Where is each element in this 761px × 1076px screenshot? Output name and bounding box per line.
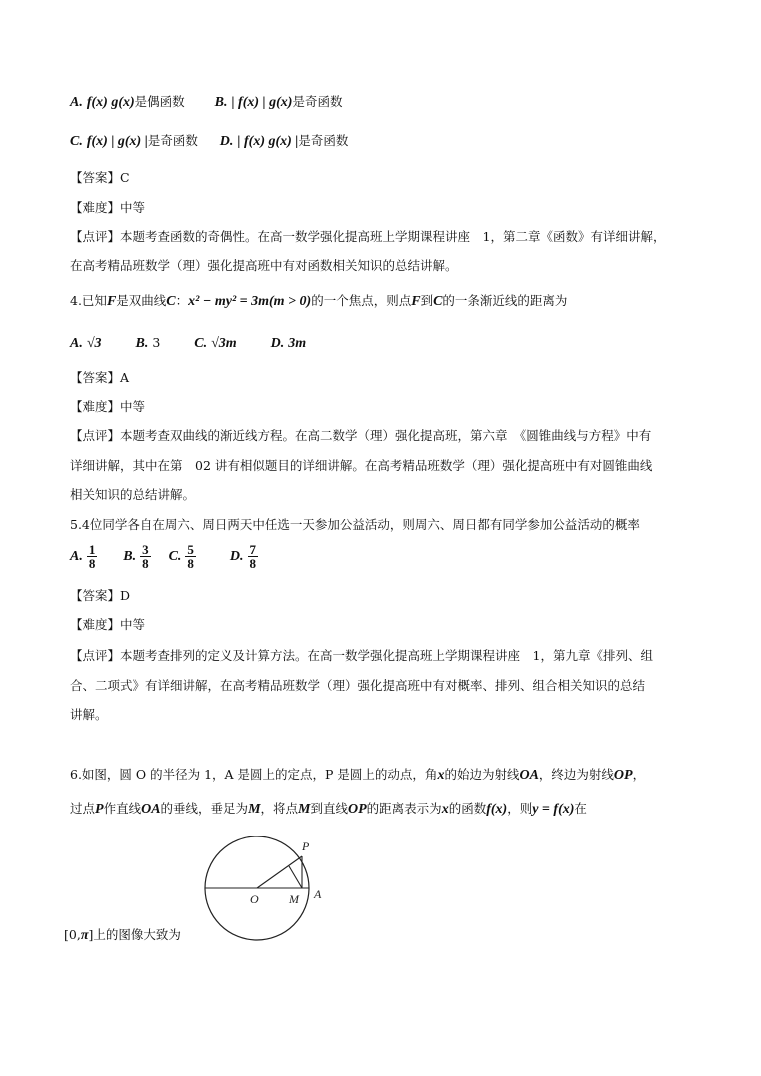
q4-stem-mid2: 的一个焦点，则点 [311, 293, 412, 308]
q6-var-x: x [437, 768, 445, 783]
q4-var-c2: C [433, 294, 443, 309]
q3-option-c-label: C. [70, 134, 83, 149]
q5-option-a-fraction: $\frac{1}{8}$ [88, 542, 96, 571]
q3-option-c-text: 是奇函数 [147, 133, 198, 148]
q6-line2-d: ，将点 [260, 801, 299, 816]
q4-option-a-val: √3 [86, 336, 102, 351]
q6-stem-line-1 [70, 767, 645, 784]
q3-difficulty: 【难度】中等 [70, 200, 146, 215]
q6-ray-oa: OA [519, 768, 539, 783]
q3-option-a-label: A. [70, 95, 83, 110]
q6-line2-f: 的距离表示为 [366, 801, 442, 816]
label-a: A [314, 887, 322, 901]
q6-line1-c: ，终边为射线 [538, 767, 614, 782]
q5-option-b-label: B. [123, 549, 137, 564]
q5-stem: 5.4位同学各自在周六、周日两天中任选一天参加公益活动，则周六、周日都有同学参加公益活动的概率 [70, 517, 640, 532]
q4-comment-line-2: 详细讲解，其中在第 02 讲有相似题目的详细讲解。在高考精品班数学（理）强化提高班中有对圆锥曲线 [70, 458, 653, 473]
q6-interval-close: ]上的图像大致为 [88, 927, 181, 942]
q5-options [70, 543, 258, 570]
q4-option-d-label: D. [270, 336, 285, 351]
q4-stem-mid3: 到 [420, 293, 434, 308]
q6-line2-h: ，则 [507, 801, 533, 816]
q6-line2-b: 作直线 [103, 801, 142, 816]
q4-difficulty: 【难度】中等 [70, 399, 146, 414]
q3-option-d-expr: | f(x) g(x) | [237, 134, 299, 149]
q6-point-p: P [95, 802, 104, 817]
q4-var-f: F [106, 294, 117, 309]
q4-stem-end: 的一条渐近线的距离为 [442, 293, 568, 308]
q6-point-m: M [248, 802, 261, 817]
q5-answer: 【答案】D [70, 588, 131, 603]
q4-comment-line-3: 相关知识的总结讲解。 [70, 487, 196, 502]
q6-line2-e: 到直线 [310, 801, 348, 816]
q3-comment-line-2: 在高考精品班数学（理）强化提高班中有对函数相关知识的总结讲解。 [70, 258, 458, 273]
q6-var-x2: x [441, 802, 449, 817]
q4-option-d-val: 3m [288, 336, 307, 351]
q6-interval-open: [0, [64, 927, 81, 942]
q4-var-c: C [166, 294, 176, 309]
q3-option-c-expr: f(x) | g(x) | [86, 134, 148, 149]
q5-option-d-fraction: $\frac{7}{8}$ [249, 542, 256, 571]
q6-func-fx: f(x) [486, 802, 508, 817]
q3-comment-line-1: 【点评】本题考查函数的奇偶性。在高一数学强化提高班上学期课程讲座 1，第二章《函数》有详细讲解， [70, 229, 666, 244]
q3-option-a-text: 是偶函数 [134, 94, 185, 109]
q4-stem [70, 293, 567, 310]
q6-line-oa: OA [141, 802, 161, 817]
q3-answer: 【答案】C [70, 170, 130, 185]
q4-colon: ： [175, 293, 189, 308]
q6-line-op: OP [348, 802, 367, 817]
q4-option-b-val: 3 [152, 335, 161, 350]
q3-option-b-expr: | f(x) | g(x) [231, 95, 293, 110]
q4-equation: x² − my² = 3m(m > 0) [188, 294, 312, 309]
q6-circle-figure [203, 836, 333, 948]
q4-option-c-val: √3m [211, 336, 237, 351]
q5-comment-line-2: 合、二项式》有详细讲解，在高考精品班数学（理）强化提高班中有对概率、排列、组合相关知识的总结 [70, 678, 646, 693]
q5-difficulty: 【难度】中等 [70, 617, 146, 632]
q4-option-b-label: B. [135, 336, 149, 351]
q5-option-d-label: D. [229, 549, 244, 564]
ray-op [257, 856, 302, 888]
q3-option-d-label: D. [219, 134, 234, 149]
q6-line1-b: 的始边为射线 [444, 767, 520, 782]
q4-answer: 【答案】A [70, 370, 130, 385]
q3-option-b-label: B. [214, 95, 228, 110]
q6-line2-c: 的垂线，垂足为 [160, 801, 249, 816]
q4-comment-line-1: 【点评】本题考查双曲线的渐近线方程。在高二数学（理）强化提高班，第六章 《圆锥曲线与方程》中有 [70, 428, 652, 443]
q4-stem-mid1: 是双曲线 [116, 293, 167, 308]
q4-stem-prefix: 4.已知 [70, 293, 107, 308]
q3-option-a-expr: f(x) g(x) [86, 95, 135, 110]
q6-func-y: y = f(x) [532, 802, 575, 817]
q4-option-a-label: A. [70, 336, 83, 351]
q3-options-cd [70, 133, 348, 150]
q6-line1-d: ， [632, 767, 646, 782]
q6-point-m2: M [298, 802, 311, 817]
q3-option-b-text: 是奇函数 [292, 94, 343, 109]
q6-line2-a: 过点 [70, 801, 96, 816]
q6-interval-line [64, 927, 181, 944]
q5-option-a-label: A. [70, 549, 83, 564]
q6-interval-pi: π [80, 928, 89, 943]
q6-ray-op: OP [613, 768, 633, 783]
label-p: P [302, 839, 310, 853]
q4-option-c-label: C. [194, 336, 208, 351]
q3-option-d-text: 是奇函数 [298, 133, 349, 148]
q5-option-c-fraction: $\frac{5}{8}$ [187, 542, 194, 571]
label-o: O [250, 892, 259, 906]
q6-line2-i: 在 [574, 801, 587, 816]
q4-options [70, 335, 306, 352]
q4-var-f2: F [411, 294, 421, 309]
q5-option-b-fraction: $\frac{3}{8}$ [142, 542, 149, 571]
q6-stem-line-2 [70, 801, 587, 818]
perpendicular-from-m [289, 866, 302, 888]
q6-line1-a: 6.如图，圆 O 的半径为 1，A 是圆上的定点，P 是圆上的动点，角 [70, 767, 438, 782]
q5-comment-line-1: 【点评】本题考查排列的定义及计算方法。在高一数学强化提高班上学期课程讲座 1，第九章《排列、组 [70, 648, 653, 663]
q5-option-c-label: C. [168, 549, 182, 564]
q3-options-ab [70, 94, 342, 111]
label-m: M [289, 892, 299, 906]
q6-line2-g: 的函数 [448, 801, 487, 816]
q5-comment-line-3: 讲解。 [70, 707, 108, 722]
